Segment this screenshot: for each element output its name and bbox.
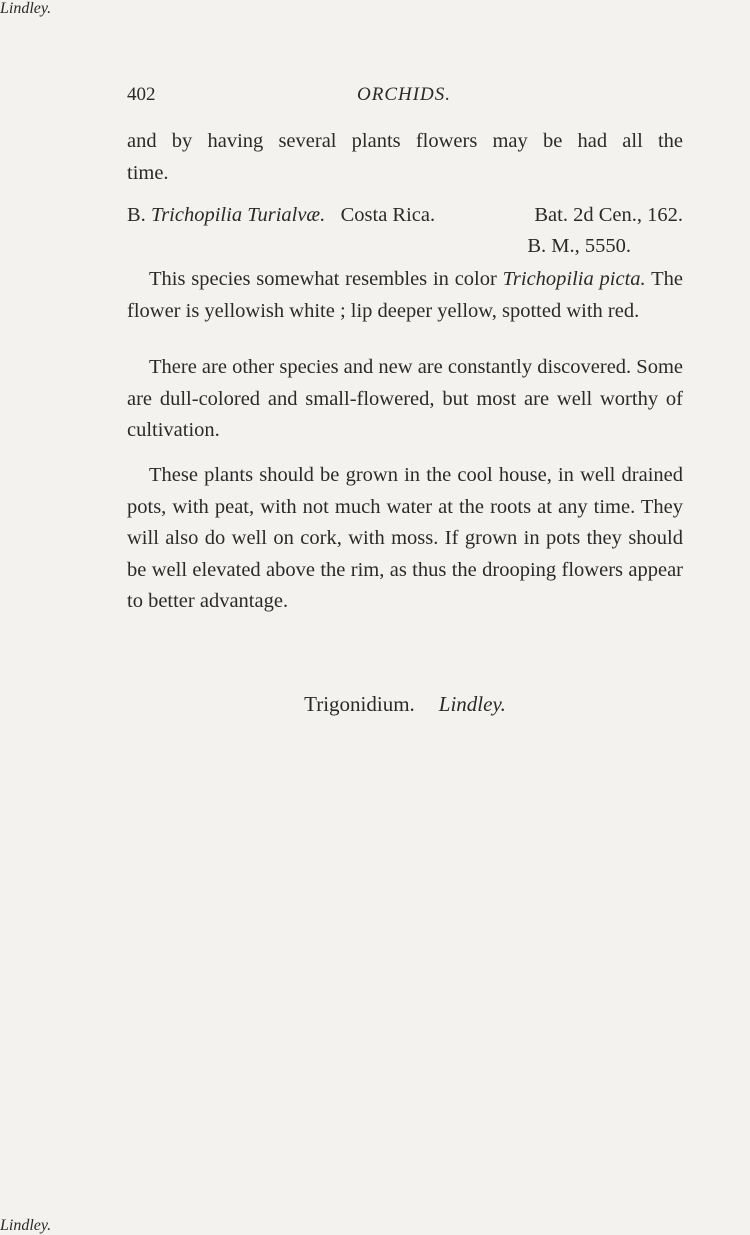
genus-author: Lindley. [0, 0, 52, 17]
running-title: ORCHIDS. [357, 84, 452, 105]
running-head [127, 84, 683, 114]
species-entry-row [127, 200, 683, 231]
intro-line-1: and by having several plants flowers may be had all the [127, 130, 683, 152]
description-text-2: The flower is yellowish white ; lip deeper yellow, spotted with red. [127, 268, 683, 322]
trigonidium-heading [127, 689, 683, 719]
description-text-1: This species somewhat resembles in color [149, 268, 503, 290]
entry-label: B. [127, 204, 146, 226]
genus-name: Trigonidium. [304, 692, 415, 716]
reference-1: Bat. 2d Cen., 162. [534, 204, 683, 226]
genus-author: Lindley. [438, 692, 506, 716]
reference-2: B. M., 5550. [527, 235, 631, 257]
locality: Costa Rica. [340, 204, 436, 226]
culture-paragraph: These plants should be grown in the cool house, in well drained pots, with peat, with not much water at the roots at any time. They will also do well on cork, with moss. If grown in pots they should be well elevated above the rim, as thus the drooping flowers appear to better advantage. [127, 464, 683, 612]
species-entry-trichopilia-turialvae [127, 200, 683, 262]
intro-line-2: time. [127, 161, 169, 184]
description-paragraph [127, 264, 683, 327]
description-italic: Trichopilia picta. [502, 268, 646, 290]
genus-author: Lindley. [0, 1217, 52, 1234]
species-name: Trichopilia Turialvæ. [150, 204, 326, 226]
other-species-paragraph: There are other species and new are constantly discovered. Some are dull-colored and small-flowered, but most are well worthy of cultivation. [127, 356, 683, 441]
intro-paragraph [127, 126, 683, 189]
page-number: 402 [127, 84, 156, 105]
